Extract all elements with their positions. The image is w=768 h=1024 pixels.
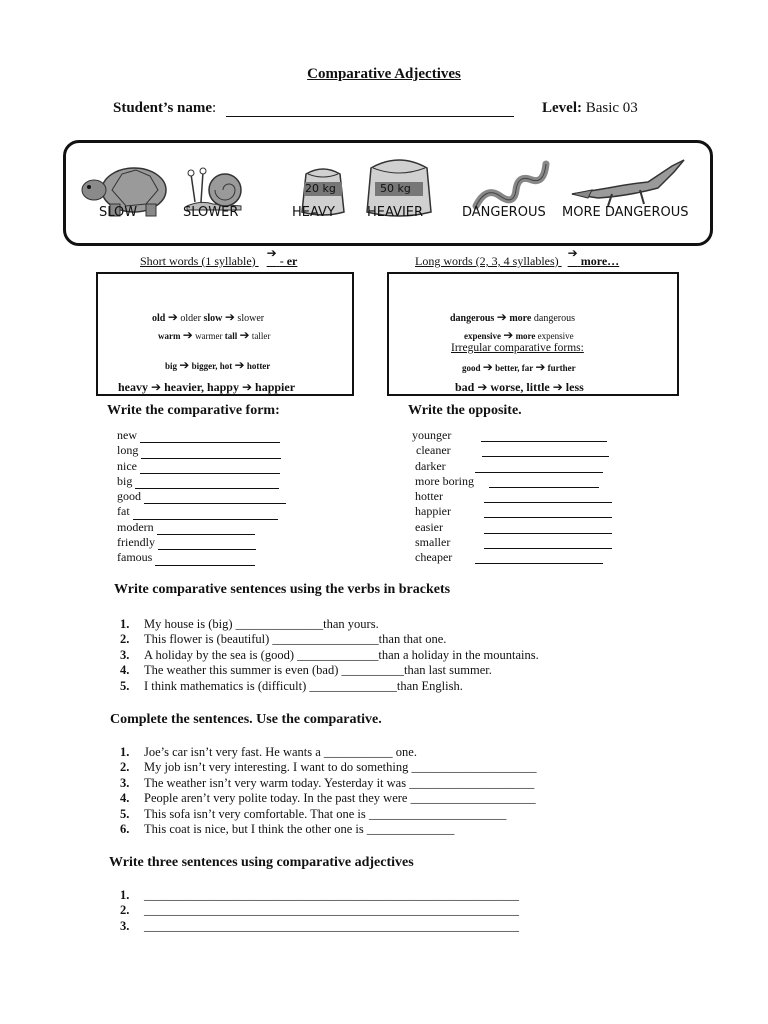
answer-line[interactable]: ____________________________________________________________ <box>144 888 519 902</box>
arrow-icon: ➔ <box>552 380 563 394</box>
list-item <box>412 550 474 565</box>
example-word: slower <box>237 313 265 324</box>
answer-field[interactable] <box>482 443 609 457</box>
word-label: nice <box>117 458 137 473</box>
arrow-icon: ➔ <box>482 360 493 374</box>
list-item <box>117 474 286 489</box>
item-text: A holiday by the sea is (good) _____________than a holiday in the mountains. <box>144 647 539 662</box>
list-item <box>117 550 286 565</box>
example-word: dangerous <box>533 313 575 324</box>
word-label: friendly <box>117 535 155 550</box>
label-slow: SLOW <box>99 205 138 220</box>
list-item <box>412 504 474 519</box>
label-dangerous: DANGEROUS <box>462 205 546 220</box>
example-word: heavy <box>118 380 148 394</box>
example-word: big <box>165 361 178 371</box>
word-label: long <box>117 443 139 458</box>
list-item[interactable] <box>120 903 519 918</box>
arrow-icon: ➔ <box>224 310 235 324</box>
list-item <box>117 443 286 458</box>
three-sentences-heading: Write three sentences using comparative adjectives <box>109 855 414 870</box>
item-text: The weather isn’t very warm today. Yesterday it was ____________________ <box>144 775 535 790</box>
opposite-heading: Write the opposite. <box>408 403 522 418</box>
list-item <box>412 443 474 458</box>
answer-field[interactable] <box>155 556 255 566</box>
weight-label-small: 20 kg <box>305 182 336 195</box>
word-label: happier <box>415 504 451 519</box>
word-label: cleaner <box>416 443 451 458</box>
example-word: expensive <box>537 331 574 341</box>
answer-field[interactable] <box>140 433 280 443</box>
example-word: more <box>509 313 532 324</box>
level-label: Level: <box>542 100 582 116</box>
word-label: smaller <box>415 535 451 550</box>
list-item <box>120 807 536 822</box>
example-word: taller <box>251 331 271 341</box>
list-item[interactable] <box>120 919 519 934</box>
answer-line[interactable]: ____________________________________________________________ <box>144 918 519 933</box>
list-item <box>117 489 286 504</box>
label-heavier: HEAVIER <box>367 205 424 220</box>
answer-field[interactable] <box>144 494 286 504</box>
list-item <box>117 459 286 474</box>
list-item <box>120 776 536 791</box>
example-word: worse, little <box>490 380 550 394</box>
answer-field[interactable] <box>489 474 599 488</box>
list-item <box>412 428 474 443</box>
item-number: 5. <box>120 806 130 821</box>
item-number: 3. <box>120 647 130 662</box>
answer-field[interactable] <box>484 535 612 549</box>
arrow-icon: ➔ <box>234 358 245 372</box>
list-item <box>120 648 539 663</box>
answer-field[interactable] <box>133 510 278 520</box>
arrow-icon: ➔ <box>182 328 193 342</box>
word-label: new <box>117 428 137 442</box>
short-words-heading <box>140 246 298 269</box>
short-example-line-4 <box>118 380 295 395</box>
word-label: famous <box>117 550 153 565</box>
long-example-line-4 <box>455 380 584 395</box>
student-name-colon: : <box>212 100 217 116</box>
example-word: expensive <box>464 331 501 341</box>
arrow-icon: ➔ <box>496 310 507 324</box>
arrow-icon: ➔ <box>151 380 162 394</box>
long-example-line-1 <box>450 310 575 324</box>
irregular-heading: Irregular comparative forms: <box>451 342 584 354</box>
item-text: My job isn’t very interesting. I want to do something ____________________ <box>144 760 537 775</box>
long-words-label: Long words (2, 3, 4 syllables) <box>415 254 559 268</box>
word-label: big <box>117 473 133 488</box>
long-example-line-3 <box>462 360 576 374</box>
item-number: 2. <box>120 760 130 775</box>
word-label: easier <box>415 519 443 534</box>
snake-icon <box>470 156 550 210</box>
example-word: older <box>180 313 201 324</box>
word-label: darker <box>415 458 446 473</box>
answer-field[interactable] <box>475 550 603 564</box>
list-item <box>412 489 474 504</box>
comparative-form-heading: Write the comparative form: <box>107 403 280 418</box>
comparative-form-list <box>117 428 286 566</box>
item-number: 5. <box>120 678 130 693</box>
item-text: This flower is (beautiful) _________________than that one. <box>144 632 447 647</box>
example-word: warmer <box>195 331 223 341</box>
word-label: good <box>117 489 141 504</box>
list-item <box>120 760 536 775</box>
example-word: tall <box>224 331 238 341</box>
example-word: further <box>547 363 576 373</box>
label-heavy: HEAVY <box>292 205 335 220</box>
student-name-label: Student’s name <box>113 100 213 116</box>
level-value: Basic 03 <box>585 100 638 116</box>
example-word: old <box>152 313 166 324</box>
short-words-suffix: - er <box>279 254 298 268</box>
answer-field[interactable] <box>158 540 256 550</box>
short-example-line-3 <box>165 358 270 372</box>
arrow-icon: ➔ <box>503 328 514 342</box>
long-words-heading <box>415 246 620 269</box>
weight-label-large: 50 kg <box>380 182 411 195</box>
page-title: Comparative Adjectives <box>307 66 461 82</box>
list-item <box>412 535 474 550</box>
word-label: modern <box>117 519 154 534</box>
crocodile-icon <box>568 152 688 208</box>
item-number: 3. <box>120 918 130 933</box>
word-label: younger <box>412 428 452 442</box>
item-text: The weather this summer is even (bad) __________than last summer. <box>144 663 492 678</box>
list-item <box>412 459 474 474</box>
answer-field[interactable] <box>157 525 255 535</box>
level-row <box>542 100 638 117</box>
word-label: cheaper <box>415 550 453 565</box>
list-item <box>120 632 539 647</box>
list-item <box>120 679 539 694</box>
example-word: warm <box>158 331 181 341</box>
item-number: 4. <box>120 663 130 678</box>
answer-line[interactable]: ____________________________________________________________ <box>144 903 519 918</box>
arrow-icon: ➔ <box>535 360 546 374</box>
list-item[interactable] <box>120 888 519 903</box>
comparative-sentences-heading: Write comparative sentences using the verbs in brackets <box>114 582 451 597</box>
item-number: 2. <box>120 632 130 647</box>
arrow-icon: ➔ <box>567 246 578 260</box>
list-item <box>117 504 286 519</box>
item-number: 3. <box>120 775 130 790</box>
example-word: better, far <box>495 363 534 373</box>
example-word: heavier, happy <box>164 380 239 394</box>
long-example-line-2 <box>464 328 574 342</box>
three-sentences-list <box>120 888 519 934</box>
label-slower: SLOWER <box>183 205 239 220</box>
student-name-row <box>113 100 514 117</box>
short-example-line-2 <box>158 328 270 342</box>
example-word: hotter <box>246 361 271 371</box>
arrow-icon: ➔ <box>266 246 277 260</box>
example-word: happier <box>255 380 296 394</box>
item-text: People aren’t very polite today. In the past they were ____________________ <box>144 791 536 806</box>
answer-field[interactable] <box>140 464 280 474</box>
example-word: bigger, hot <box>191 361 233 371</box>
word-label: fat <box>117 504 130 519</box>
arrow-icon: ➔ <box>477 380 488 394</box>
answer-field[interactable] <box>484 520 612 534</box>
complete-sentences-list <box>120 745 536 837</box>
word-label: hotter <box>415 489 443 504</box>
list-item <box>120 663 539 678</box>
item-number: 6. <box>120 822 130 837</box>
list-item <box>120 791 536 806</box>
list-item <box>120 617 539 632</box>
word-label: more boring <box>415 473 474 488</box>
list-item <box>117 535 286 550</box>
item-text: This sofa isn’t very comfortable. That one is ______________________ <box>144 806 507 821</box>
item-number: 2. <box>120 903 130 918</box>
item-number: 4. <box>120 791 130 806</box>
answer-field[interactable] <box>484 504 612 518</box>
arrow-icon: ➔ <box>179 358 190 372</box>
item-text: My house is (big) ______________than yours. <box>144 617 379 631</box>
short-words-label: Short words (1 syllable) <box>140 254 256 268</box>
item-text: Joe’s car isn’t very fast. He wants a ___________ one. <box>144 745 417 759</box>
item-text: I think mathematics is (difficult) ______________than English. <box>144 678 463 693</box>
list-item <box>412 474 474 489</box>
item-text: This coat is nice, but I think the other one is ______________ <box>144 822 455 837</box>
item-number: 1. <box>120 888 130 902</box>
example-word: bad <box>455 380 475 394</box>
student-name-field[interactable] <box>226 102 514 117</box>
short-example-line-1 <box>152 310 264 324</box>
comparative-sentences-list <box>120 617 539 694</box>
example-word: dangerous <box>450 313 495 324</box>
example-word: good <box>462 363 481 373</box>
complete-sentences-heading: Complete the sentences. Use the comparative. <box>110 712 382 727</box>
arrow-icon: ➔ <box>167 310 178 324</box>
item-number: 1. <box>120 617 130 631</box>
answer-field[interactable] <box>481 428 607 442</box>
opposite-list <box>412 428 474 566</box>
answer-field[interactable] <box>475 459 603 473</box>
list-item <box>120 745 536 760</box>
answer-field[interactable] <box>141 449 281 459</box>
arrow-icon: ➔ <box>239 328 250 342</box>
answer-field[interactable] <box>484 489 612 503</box>
list-item <box>412 520 474 535</box>
label-more-dangerous: MORE DANGEROUS <box>562 205 689 220</box>
example-word: less <box>565 380 584 394</box>
list-item <box>120 822 536 837</box>
answer-field[interactable] <box>135 479 279 489</box>
long-words-suffix: more… <box>580 254 620 268</box>
list-item <box>117 428 286 443</box>
example-word: more <box>515 331 536 341</box>
arrow-icon: ➔ <box>241 380 253 394</box>
item-number: 1. <box>120 745 130 759</box>
example-word: slow <box>203 313 223 324</box>
list-item <box>117 520 286 535</box>
